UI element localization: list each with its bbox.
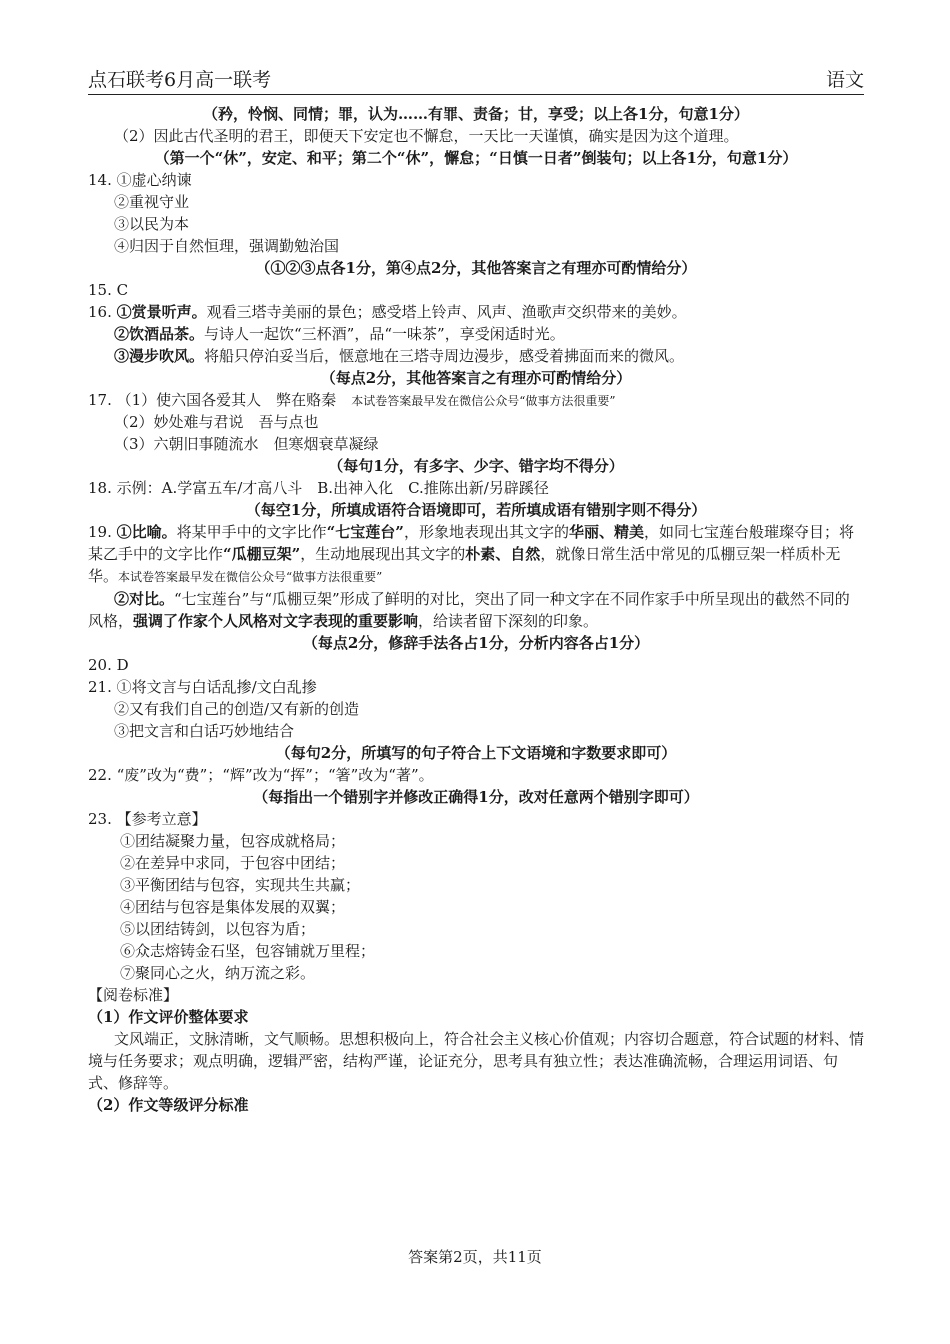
- q22-answer: 22. “废”改为“费”；“辉”改为“挥”；“箸”改为“著”。: [88, 766, 434, 784]
- q23-heading: 23. 【参考立意】: [88, 810, 207, 828]
- q14-item-4: ④归因于自然恒理，强调勤勉治国: [114, 237, 340, 255]
- grading-requirements: 文风端正，文脉清晰，文气顺畅。思想积极向上，符合社会主义核心价值观；内容切合题意，符合试题的材料、情境与任务要求；观点明确，逻辑严密，结构严谨，论证充分，思考具有独立性；表达准确流畅，合理运用词语、句式、修辞等。: [88, 1030, 865, 1092]
- q16-item-1: 16. ①赏景听声。观看三塔寺美丽的景色；感受塔上铃声、风声、渔歌声交织带来的美妙。: [88, 303, 687, 321]
- q21-score: （每句2分，所填写的句子符合上下文语境和字数要求即可）: [275, 744, 677, 762]
- q14-item-2: ②重视守业: [114, 193, 190, 211]
- q17-item-3: （3）六朝旧事随流水 但寒烟衰草凝绿: [114, 435, 379, 453]
- q13-part2: （2）因此古代圣明的君王，即便天下安定也不懈怠，一天比一天谨慎，确实是因为这个道理。: [114, 127, 739, 145]
- q23-idea-5: ⑤以团结铸剑，以包容为盾；: [120, 920, 316, 938]
- answer-page: [88, 64, 864, 1116]
- header-title: 点石联考6月高一联考: [88, 69, 272, 91]
- q16-item-2: ②饮酒品茶。与诗人一起饮“三杯酒”，品“一味茶”，享受闲适时光。: [114, 325, 565, 343]
- page-footer: 答案第2页，共11页: [408, 1248, 542, 1266]
- q23-idea-1: ①团结凝聚力量，包容成就格局；: [120, 832, 346, 850]
- q19-score: （每点2分，修辞手法各占1分，分析内容各占1分）: [302, 634, 650, 652]
- watermark-note: 本试卷答案最早发在微信公众号“做事方法很重要”: [351, 394, 616, 408]
- q17-item-1: 17. （1）使六国各爱其人 弊在赂秦 本试卷答案最早发在微信公众号“做事方法很重要”: [88, 391, 616, 409]
- grading-subheading-2: （2）作文等级评分标准: [88, 1096, 249, 1114]
- watermark-note: 本试卷答案最早发在微信公众号“做事方法很重要”: [118, 570, 383, 584]
- q23-idea-3: ③平衡团结与包容，实现共生共赢；: [120, 876, 361, 894]
- grading-subheading-1: （1）作文评价整体要求: [88, 1008, 249, 1026]
- page-header: [88, 64, 864, 95]
- q13-score-2: （第一个“休”，安定、和平；第二个“休”，懈怠；“日慎一日者”倒装句；以上各1分，句意1分）: [154, 149, 798, 167]
- q18-score: （每空1分，所填成语符合语境即可，若所填成语有错别字则不得分）: [245, 501, 707, 519]
- q23-idea-6: ⑥众志熔铸金石坚，包容铺就万里程；: [120, 942, 376, 960]
- q18-answer: 18. 示例：A.学富五车/才高八斗 B.出神入化 C.推陈出新/另辟蹊径: [88, 479, 549, 497]
- q14-item-3: ③以民为本: [114, 215, 190, 233]
- q17-item-2: （2）妙处难与君说 吾与点也: [114, 413, 319, 431]
- q13-score-1: （矜，怜悯、同情；罪，认为……有罪、责备；甘，享受；以上各1分，句意1分）: [203, 105, 749, 123]
- q21-item-1: 21. ①将文言与白话乱掺/文白乱掺: [88, 678, 317, 696]
- grading-standard-heading: 【阅卷标准】: [88, 986, 179, 1004]
- q19-point-2: ②对比。“七宝莲台”与“瓜棚豆架”形成了鲜明的对比，突出了同一种文字在不同作家手中所呈现出的截然不同的风格，强调了作家个人风格对文字表现的重要影响，给读者留下深刻的印象。: [88, 590, 850, 630]
- q23-idea-4: ④团结与包容是集体发展的双翼；: [120, 898, 346, 916]
- q23-idea-7: ⑦聚同心之火，纳万流之彩。: [120, 964, 316, 982]
- q17-score: （每句1分，有多字、少字、错字均不得分）: [328, 457, 624, 475]
- q16-item-3: ③漫步吹风。将船只停泊妥当后，惬意地在三塔寺周边漫步，感受着拂面而来的微风。: [114, 347, 685, 365]
- q14-item-1: 14. ①虚心纳谏: [88, 171, 192, 189]
- q22-score: （每指出一个错别字并修改正确得1分，改对任意两个错别字即可）: [253, 788, 699, 806]
- q14-score: （①②③点各1分，第④点2分，其他答案言之有理亦可酌情给分）: [255, 259, 697, 277]
- answer-content: [88, 103, 864, 1116]
- q21-item-3: ③把文言和白话巧妙地结合: [114, 722, 295, 740]
- q15-answer: 15. C: [88, 281, 129, 299]
- q19-point-1: 19. ①比喻。将某甲手中的文字比作“七宝莲台”，形象地表现出其文字的华丽、精美，如同七宝莲台般璀璨夺目；将某乙手中的文字比作“瓜棚豆架”，生动地展现出其文字的朴素、自然，就像日常生活中常见的瓜棚豆架一样质朴无华。本试卷答案最早发在微信公众号“做事方法很重要”: [88, 523, 854, 585]
- q16-score: （每点2分，其他答案言之有理亦可酌情给分）: [320, 369, 632, 387]
- q23-idea-2: ②在差异中求同，于包容中团结；: [120, 854, 346, 872]
- q20-answer: 20. D: [88, 656, 129, 674]
- q21-item-2: ②又有我们自己的创造/又有新的创造: [114, 700, 360, 718]
- header-subject: 语文: [825, 69, 864, 91]
